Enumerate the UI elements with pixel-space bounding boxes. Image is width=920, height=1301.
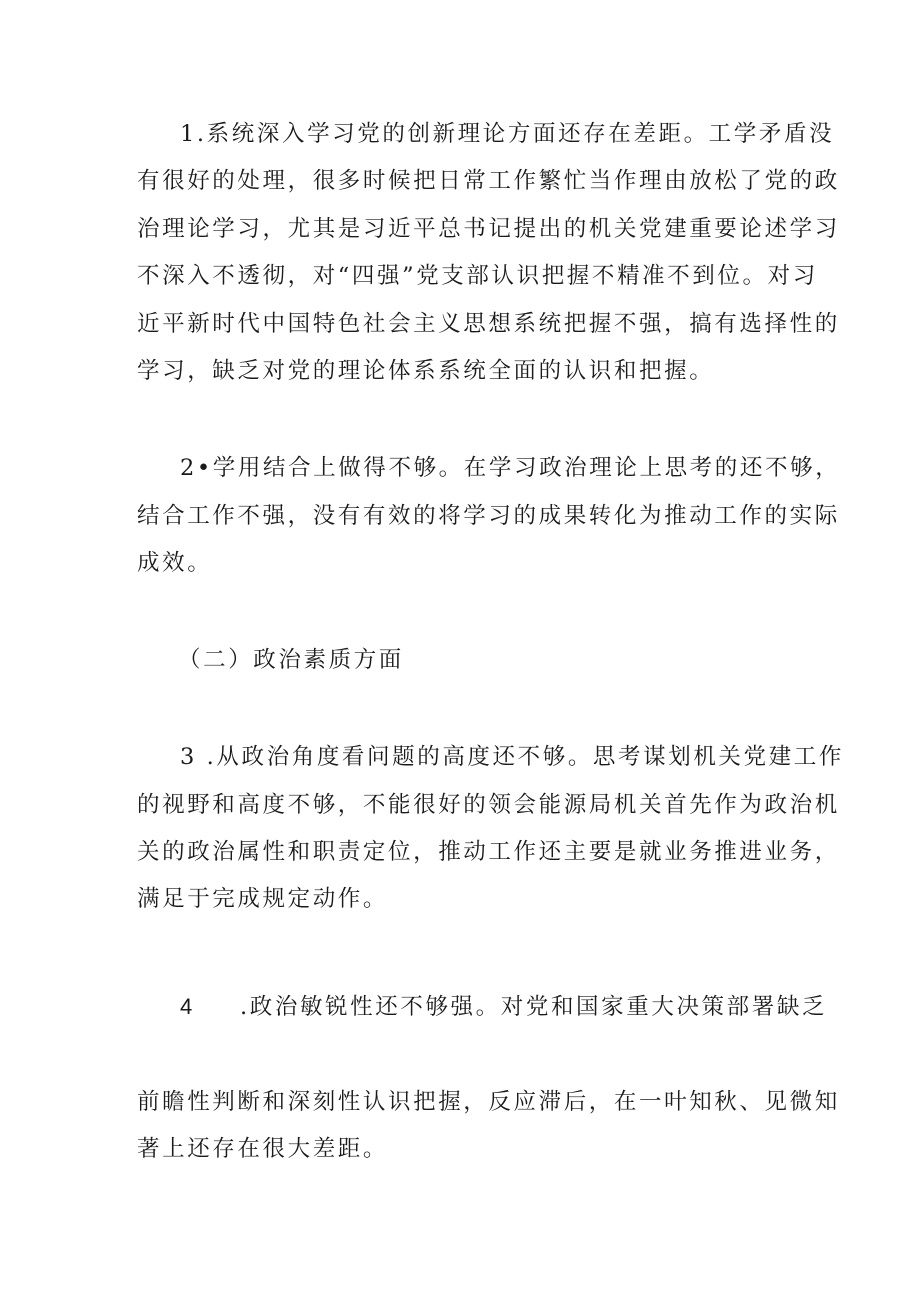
paragraph-4-line-3: 著上还存在很大差距。 [137,1136,389,1162]
paragraph-1-line-5: 近平新时代中国特色社会主义思想系统把握不强，搞有选择性的 [137,311,840,337]
section-heading: （二）政治素质方面 [178,647,404,673]
paragraph-3-line-4: 满足于完成规定动作。 [137,886,389,912]
paragraph-3-line-3: 关的政治属性和职责定位，推动工作还主要是就业务推进业务， [137,839,840,865]
paragraph-4-number: 4 [180,994,193,1019]
paragraph-2-line-3: 成效。 [137,550,213,576]
paragraph-1-line-6: 学习，缺乏对党的理论体系系统全面的认识和把握。 [137,358,715,384]
paragraph-1-line-3: 治理论学习，尤其是习近平总书记提出的机关党建重要论述学习 [137,216,840,242]
paragraph-4-line-2: 前瞻性判断和深刻性认识把握，反应滞后，在一叶知秋、见微知 [137,1089,840,1115]
paragraph-4-line-1: .政治敏锐性还不够强。对党和国家重大决策部署缺乏 [240,994,828,1020]
paragraph-1-line-2: 有很好的处理，很多时候把日常工作繁忙当作理由放松了党的政 [137,168,840,194]
paragraph-2-line-1: 2•学用结合上做得不够。在学习政治理论上思考的还不够， [180,455,841,481]
paragraph-3-line-1: 3 .从政治角度看问题的高度还不够。思考谋划机关党建工作 [180,744,844,770]
paragraph-1-line-1: 1.系统深入学习党的创新理论方面还存在差距。工学矛盾没 [180,121,835,147]
paragraph-2-line-2: 结合工作不强，没有有效的将学习的成果转化为推动工作的实际 [137,503,840,529]
paragraph-3-line-2: 的视野和高度不够，不能很好的领会能源局机关首先作为政治机 [137,792,840,818]
paragraph-1-line-4: 不深入不透彻，对“四强”党支部认识把握不精准不到位。对习 [137,263,818,289]
